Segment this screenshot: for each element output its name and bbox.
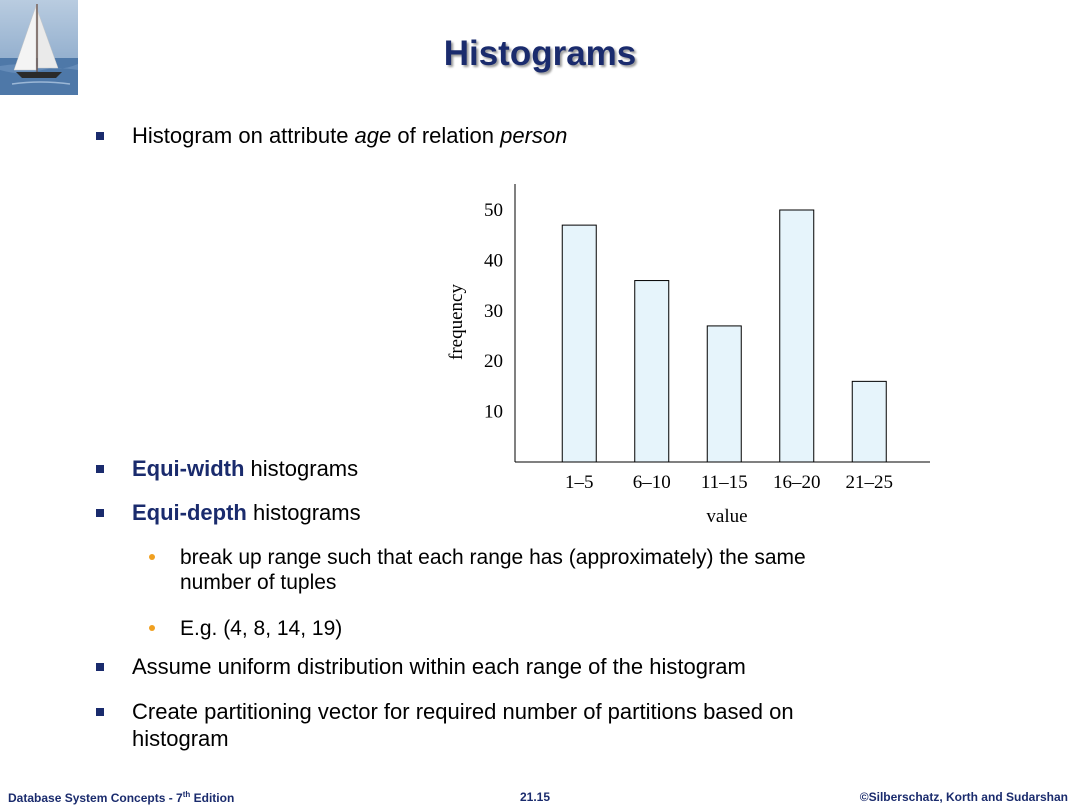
x-tick-labels: [565, 472, 893, 493]
y-tick-label: 20: [484, 351, 503, 373]
bar-3: [707, 326, 741, 462]
keyword: Equi-width: [132, 456, 245, 481]
bullet-partitioning-vector: [132, 698, 794, 752]
bar-2: [635, 281, 669, 462]
page-title: Histograms: [443, 34, 637, 73]
bullet-text: histograms: [246, 500, 361, 525]
bullet-marker: [96, 132, 104, 140]
bullet-marker: [96, 509, 104, 517]
bullet-marker: [96, 465, 104, 473]
x-tick-label: 21–25: [845, 472, 893, 493]
y-tick-labels: [484, 200, 503, 423]
bullet-histogram-on-age: [132, 122, 567, 149]
footer-copyright: ©Silberschatz, Korth and Sudarshan: [859, 790, 1068, 804]
y-tick-label: 10: [484, 401, 503, 423]
y-tick-label: 30: [484, 300, 503, 322]
bullet-equi-depth: [132, 499, 361, 526]
bar-5: [852, 381, 886, 462]
bullet-marker: [96, 708, 104, 716]
keyword: Equi-depth: [132, 500, 247, 525]
bars-group: [562, 210, 886, 462]
x-tick-label: 6–10: [632, 472, 671, 493]
footer-book-title: Database System Concepts - 7th Edition: [8, 790, 235, 805]
histogram-chart: [430, 180, 940, 530]
y-tick-label: 50: [484, 200, 503, 221]
bar-4: [780, 210, 814, 462]
bullet-line: Create partitioning vector for required number of partitions based on: [132, 699, 794, 724]
bullet-uniform-distribution: Assume uniform distribution within each range of the histogram: [132, 654, 746, 679]
x-tick-label: 11–15: [700, 472, 748, 493]
relation-name: person: [500, 123, 568, 148]
y-axis-label: frequency: [446, 284, 467, 360]
footer-page-number: 21.15: [520, 790, 551, 804]
x-axis-label: value: [706, 506, 748, 527]
y-tick-label: 40: [484, 250, 503, 272]
x-tick-label: 16–20: [773, 472, 821, 493]
bullet-equi-width: [132, 455, 358, 482]
bullet-text: Histogram on attribute: [132, 123, 355, 148]
subbullet-marker: [149, 554, 155, 560]
subbullet-break-up-range: [180, 545, 806, 595]
bullet-text: of relation: [391, 123, 501, 148]
bullet-marker: [96, 663, 104, 671]
subbullet-line: number of tuples: [180, 571, 337, 594]
subbullet-line: break up range such that each range has (approximately) the same: [180, 546, 806, 569]
attribute-name: age: [354, 123, 392, 148]
bullet-line: histogram: [132, 726, 229, 751]
subbullet-marker: [149, 625, 155, 631]
bar-1: [562, 225, 596, 462]
bullet-text: histograms: [244, 456, 359, 481]
x-tick-label: 1–5: [565, 472, 594, 493]
subbullet-example: E.g. (4, 8, 14, 19): [180, 617, 343, 640]
